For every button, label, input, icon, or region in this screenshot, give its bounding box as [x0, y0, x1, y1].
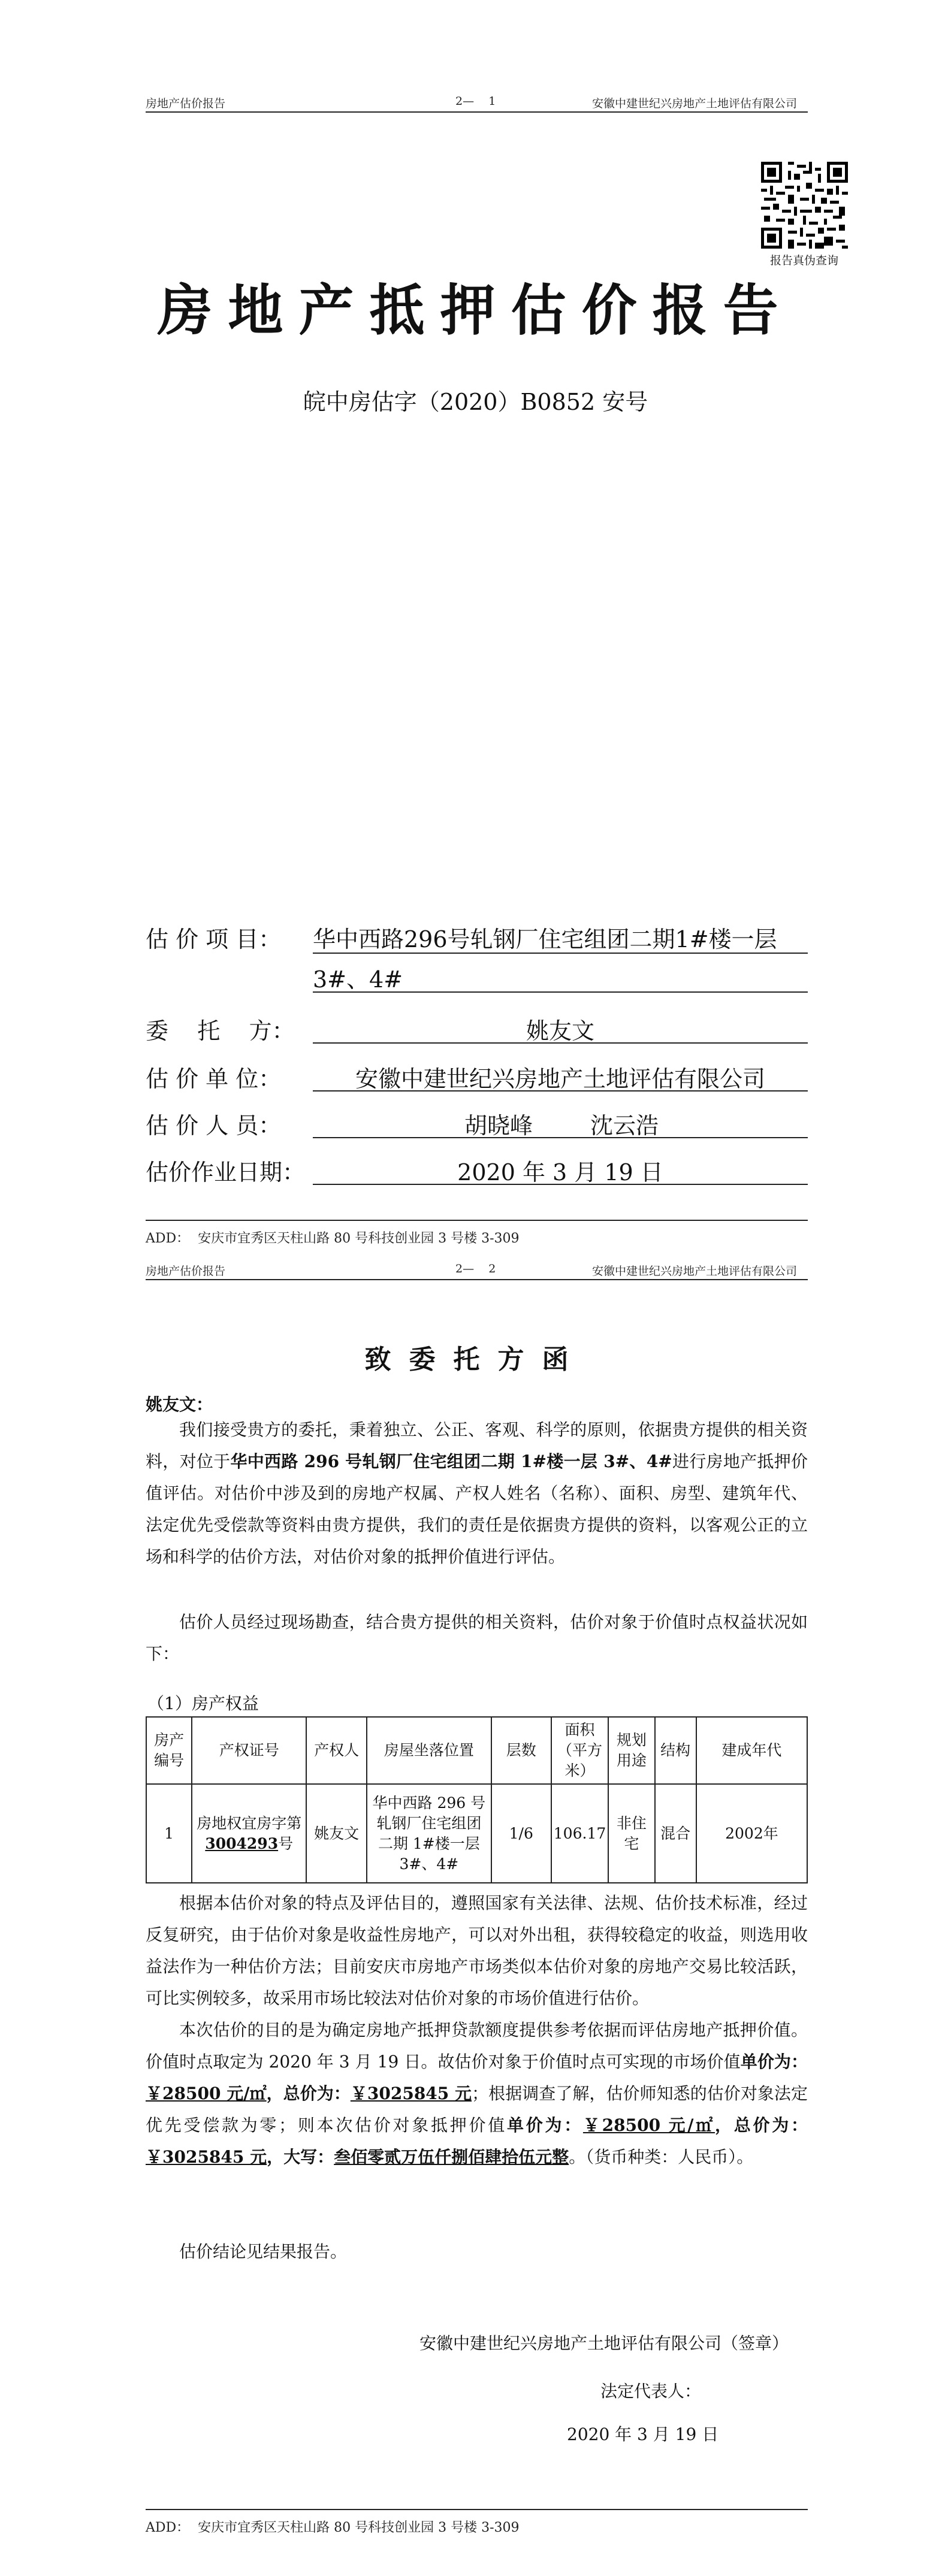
p1-text-a: 我们接受贵方的委托，秉着独立、公正、客观、科学的原则，依据贵方提供的相关资料，对位于 — [146, 1420, 808, 1471]
p4-sep: ， — [266, 2084, 283, 2103]
p4-total-price: ￥3025845 元 — [350, 2084, 472, 2103]
project-underline-1 — [313, 953, 808, 954]
p1-text-c: 进行房地产抵押价值评估。对估价中涉及到的房地产权属、产权人姓名（名称）、面积、房型、建筑年代、法定优先受偿款等资料由贵方提供，我们的责任是依据贵方提供的资料，以客观公正的立场和科学的估价方法，对估价对象的抵押价值进行评估。 — [146, 1452, 808, 1567]
p4-sep-2: ， — [715, 2115, 734, 2135]
project-value-line2: 3#、4# — [313, 966, 403, 993]
footer-address: ADD： 安庆市宜秀区天柱山路 80 号科技创业园 3 号楼 3-309 — [146, 1231, 520, 1246]
cell-floors: 1/6 — [491, 1784, 551, 1883]
paragraph-3: 根据本估价对象的特点及评估目的，遵照国家有关法律、法规、估价技术标准，经过反复研究，由于估价对象是收益性房地产，可以对外出租，获得较稳定的收益，则选用收益法作为一种估价方法；目前安庆市房地产市场类似本估价对象的房地产交易比较活跃，可比实例较多，故采用市场比较法对估价对象的市场价值进行估价。 — [146, 1893, 808, 2008]
paragraph-2: 估价人员经过现场勘查，结合贵方提供的相关资料，估价对象于价值时点权益状况如下： — [146, 1612, 808, 1664]
col-header: 面积（平方米） — [551, 1717, 608, 1784]
cert-suffix: 号 — [278, 1834, 294, 1852]
date-label: 估价作业日期： — [146, 1159, 306, 1186]
unit-value: 安徽中建世纪兴房地产土地评估有限公司 — [355, 1066, 765, 1092]
unit-label: 估 价 单 位： — [146, 1066, 282, 1092]
sign-date: 2020 年 3 月 19 日 — [567, 2424, 719, 2444]
cell-year: 2002年 — [696, 1784, 807, 1883]
p4-colon-2: ： — [790, 2115, 808, 2135]
header-page-mark: 2— 1 — [455, 95, 496, 108]
table-header-row — [146, 1717, 807, 1784]
property-rights-table — [146, 1716, 808, 1883]
col-header: 层数 — [491, 1717, 551, 1784]
header-right: 安徽中建世纪兴房地产土地评估有限公司 — [592, 97, 798, 110]
date-value: 2020 年 3 月 19 日 — [457, 1159, 663, 1186]
cert-number: 3004293 — [205, 1834, 279, 1852]
appraiser-label: 估 价 人 员： — [146, 1112, 282, 1139]
qr-code-icon — [761, 162, 848, 249]
cell-structure: 混合 — [655, 1784, 696, 1883]
appraiser-underline — [313, 1137, 808, 1138]
paragraph-5: 估价结论见结果报告。 — [179, 2242, 348, 2261]
client-underline — [313, 1042, 808, 1044]
unit-underline — [313, 1090, 808, 1092]
date-underline — [313, 1184, 808, 1185]
cert-prefix: 房地权宜房字第 — [197, 1814, 302, 1832]
p4-unit-price-label: 单价为： — [740, 2052, 808, 2072]
cell-owner: 姚友文 — [306, 1784, 367, 1883]
footer-address: ADD： 安庆市宜秀区天柱山路 80 号科技创业园 3 号楼 3-309 — [146, 2520, 520, 2535]
p4-mortgage-unit-price: ￥28500 元/㎡ — [582, 2115, 715, 2135]
sign-representative: 法定代表人： — [600, 2381, 702, 2401]
sign-company: 安徽中建世纪兴房地产土地评估有限公司（签章） — [419, 2333, 789, 2353]
p4-total-price-label: 总价为： — [283, 2084, 351, 2103]
appraiser-2: 沈云浩 — [590, 1112, 659, 1139]
header-rule — [146, 111, 808, 113]
footer-rule — [146, 2509, 808, 2510]
p4-mortgage-total-price: ￥3025845 元 — [146, 2147, 267, 2167]
table-caption: （1）房产权益 — [147, 1694, 259, 1713]
p4-currency: 。（货币种类：人民币）。 — [569, 2147, 754, 2167]
project-value-line1: 华中西路296号轧钢厂住宅组团二期1#楼一层 — [313, 926, 777, 953]
cell-cert — [192, 1784, 306, 1883]
p4-mortgage-unit-label: 单价为 — [506, 2115, 564, 2135]
table-row — [146, 1784, 807, 1883]
header-right: 安徽中建世纪兴房地产土地评估有限公司 — [592, 1265, 798, 1278]
salutation: 姚友文： — [146, 1395, 213, 1414]
col-header: 结构 — [655, 1717, 696, 1784]
client-label: 委 托 方： — [146, 1018, 295, 1044]
paragraph-4 — [146, 2014, 808, 2173]
footer-rule — [146, 1220, 808, 1221]
p4-unit-price: ￥28500 元/㎡ — [146, 2084, 267, 2103]
cell-no: 1 — [146, 1784, 192, 1883]
col-header: 规划用途 — [608, 1717, 654, 1784]
project-underline-2 — [313, 991, 808, 993]
project-label: 估 价 项 目： — [146, 926, 282, 953]
cell-use: 非住宅 — [608, 1784, 654, 1883]
p4-sep-3: ， — [267, 2147, 284, 2167]
p4-capital-label: 大写： — [283, 2147, 334, 2167]
letter-title: 致委托方函 — [364, 1344, 587, 1375]
p4-mortgage-total-label: 总价为 — [733, 2115, 791, 2135]
appraiser-1: 胡晓峰 — [464, 1112, 533, 1139]
paragraph-1 — [146, 1414, 808, 1573]
cell-location: 华中西路 296 号轧钢厂住宅组团二期 1#楼一层 3#、4# — [367, 1784, 491, 1883]
p4-text-2: ；根据调查了解，估价师知悉的估价对象法定优先受偿款为零；则本次估价对象抵押价值 — [146, 2084, 808, 2135]
col-header: 房屋坐落位置 — [367, 1717, 491, 1784]
report-number: 皖中房估字（2020）B0852 安号 — [303, 389, 648, 415]
col-header: 建成年代 — [696, 1717, 807, 1784]
p4-text: 本次估价的目的是为确定房地产抵押贷款额度提供参考依据而评估房地产抵押价值。价值时点取定为 2020 年 3 月 19 日。故估价对象于价值时点可实现的市场价值 — [146, 2020, 808, 2072]
report-title: 房地产抵押估价报告 — [157, 278, 794, 343]
cell-area: 106.17 — [551, 1784, 608, 1883]
client-value: 姚友文 — [526, 1018, 594, 1044]
qr-caption: 报告真伪查询 — [769, 254, 838, 267]
header-rule — [146, 1279, 808, 1280]
col-header: 产权人 — [306, 1717, 367, 1784]
header-left: 房地产估价报告 — [146, 1265, 226, 1278]
p4-capital-amount: 叁佰零贰万伍仟捌佰肆拾伍元整 — [334, 2147, 569, 2167]
p1-property-address: 华中西路 296 号轧钢厂住宅组团二期 1#楼一层 3#、4# — [230, 1452, 672, 1471]
header-page-mark: 2— 2 — [455, 1262, 496, 1275]
col-header: 房产编号 — [146, 1717, 192, 1784]
p4-colon: ： — [564, 2115, 583, 2135]
header-left: 房地产估价报告 — [146, 97, 226, 110]
col-header: 产权证号 — [192, 1717, 306, 1784]
